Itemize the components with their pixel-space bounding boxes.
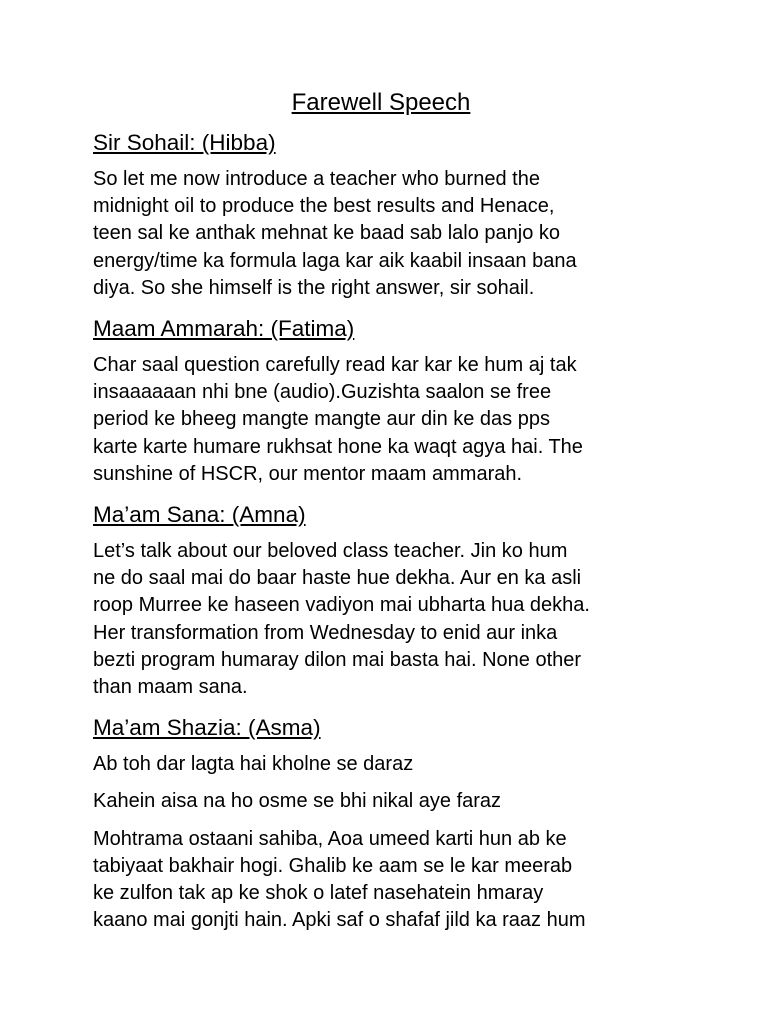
document-title: Farewell Speech bbox=[291, 89, 471, 116]
section-paragraph: So let me now introduce a teacher who burned the midnight oil to produce the best results and Henace, teen sal ke anthak mehnat ke baad sab lalo panjo ko energy/time ka formula laga kar aik kaabil insaan bana diya. So she himself is the right answer, sir sohail. bbox=[93, 168, 577, 299]
section-heading: Maam Ammarah: (Fatima) bbox=[93, 316, 355, 342]
section-heading: Ma’am Shazia: (Asma) bbox=[93, 715, 321, 741]
section-paragraph: Let’s talk about our beloved class teacher. Jin ko hum ne do saal mai do baar haste hue dekha. Aur en ka asli roop Murree ke haseen vadiyon mai ubharta hua dekha. Her transformation from Wednesday to enid aur inka bezti program humaray dilon mai basta hai. None other than maam sana. bbox=[93, 540, 590, 699]
section-heading: Ma’am Sana: (Amna) bbox=[93, 502, 306, 528]
section-maam-shazia bbox=[93, 713, 693, 934]
verse-line: Ab toh dar lagta hai kholne se daraz bbox=[93, 753, 414, 776]
section-heading: Sir Sohail: (Hibba) bbox=[93, 130, 276, 155]
section-paragraph: Char saal question carefully read kar kar ke hum aj tak insaaaaaan nhi bne (audio).Guzishta saalon se free period ke bheeg mangte mangte aur din ke das pps karte karte humare rukhsat hone ka waqt agya hai. The sunshine of HSCR, our mentor maam ammarah. bbox=[93, 354, 583, 485]
verse-line: Kahein aisa na ho osme se bhi nikal aye faraz bbox=[93, 790, 502, 813]
document-page bbox=[93, 88, 693, 946]
section-maam-sana bbox=[93, 500, 693, 701]
section-paragraph: Mohtrama ostaani sahiba, Aoa umeed karti hun ab ke tabiyaat bakhair hogi. Ghalib ke aam se le kar meerab ke zulfon tak ap ke shok o latef nasehatein hmaray kaano mai gonjti hain. Apki saf o shafaf jild ka raaz hum bbox=[93, 827, 586, 932]
section-maam-ammarah bbox=[93, 314, 693, 488]
section-sir-sohail bbox=[93, 128, 693, 302]
